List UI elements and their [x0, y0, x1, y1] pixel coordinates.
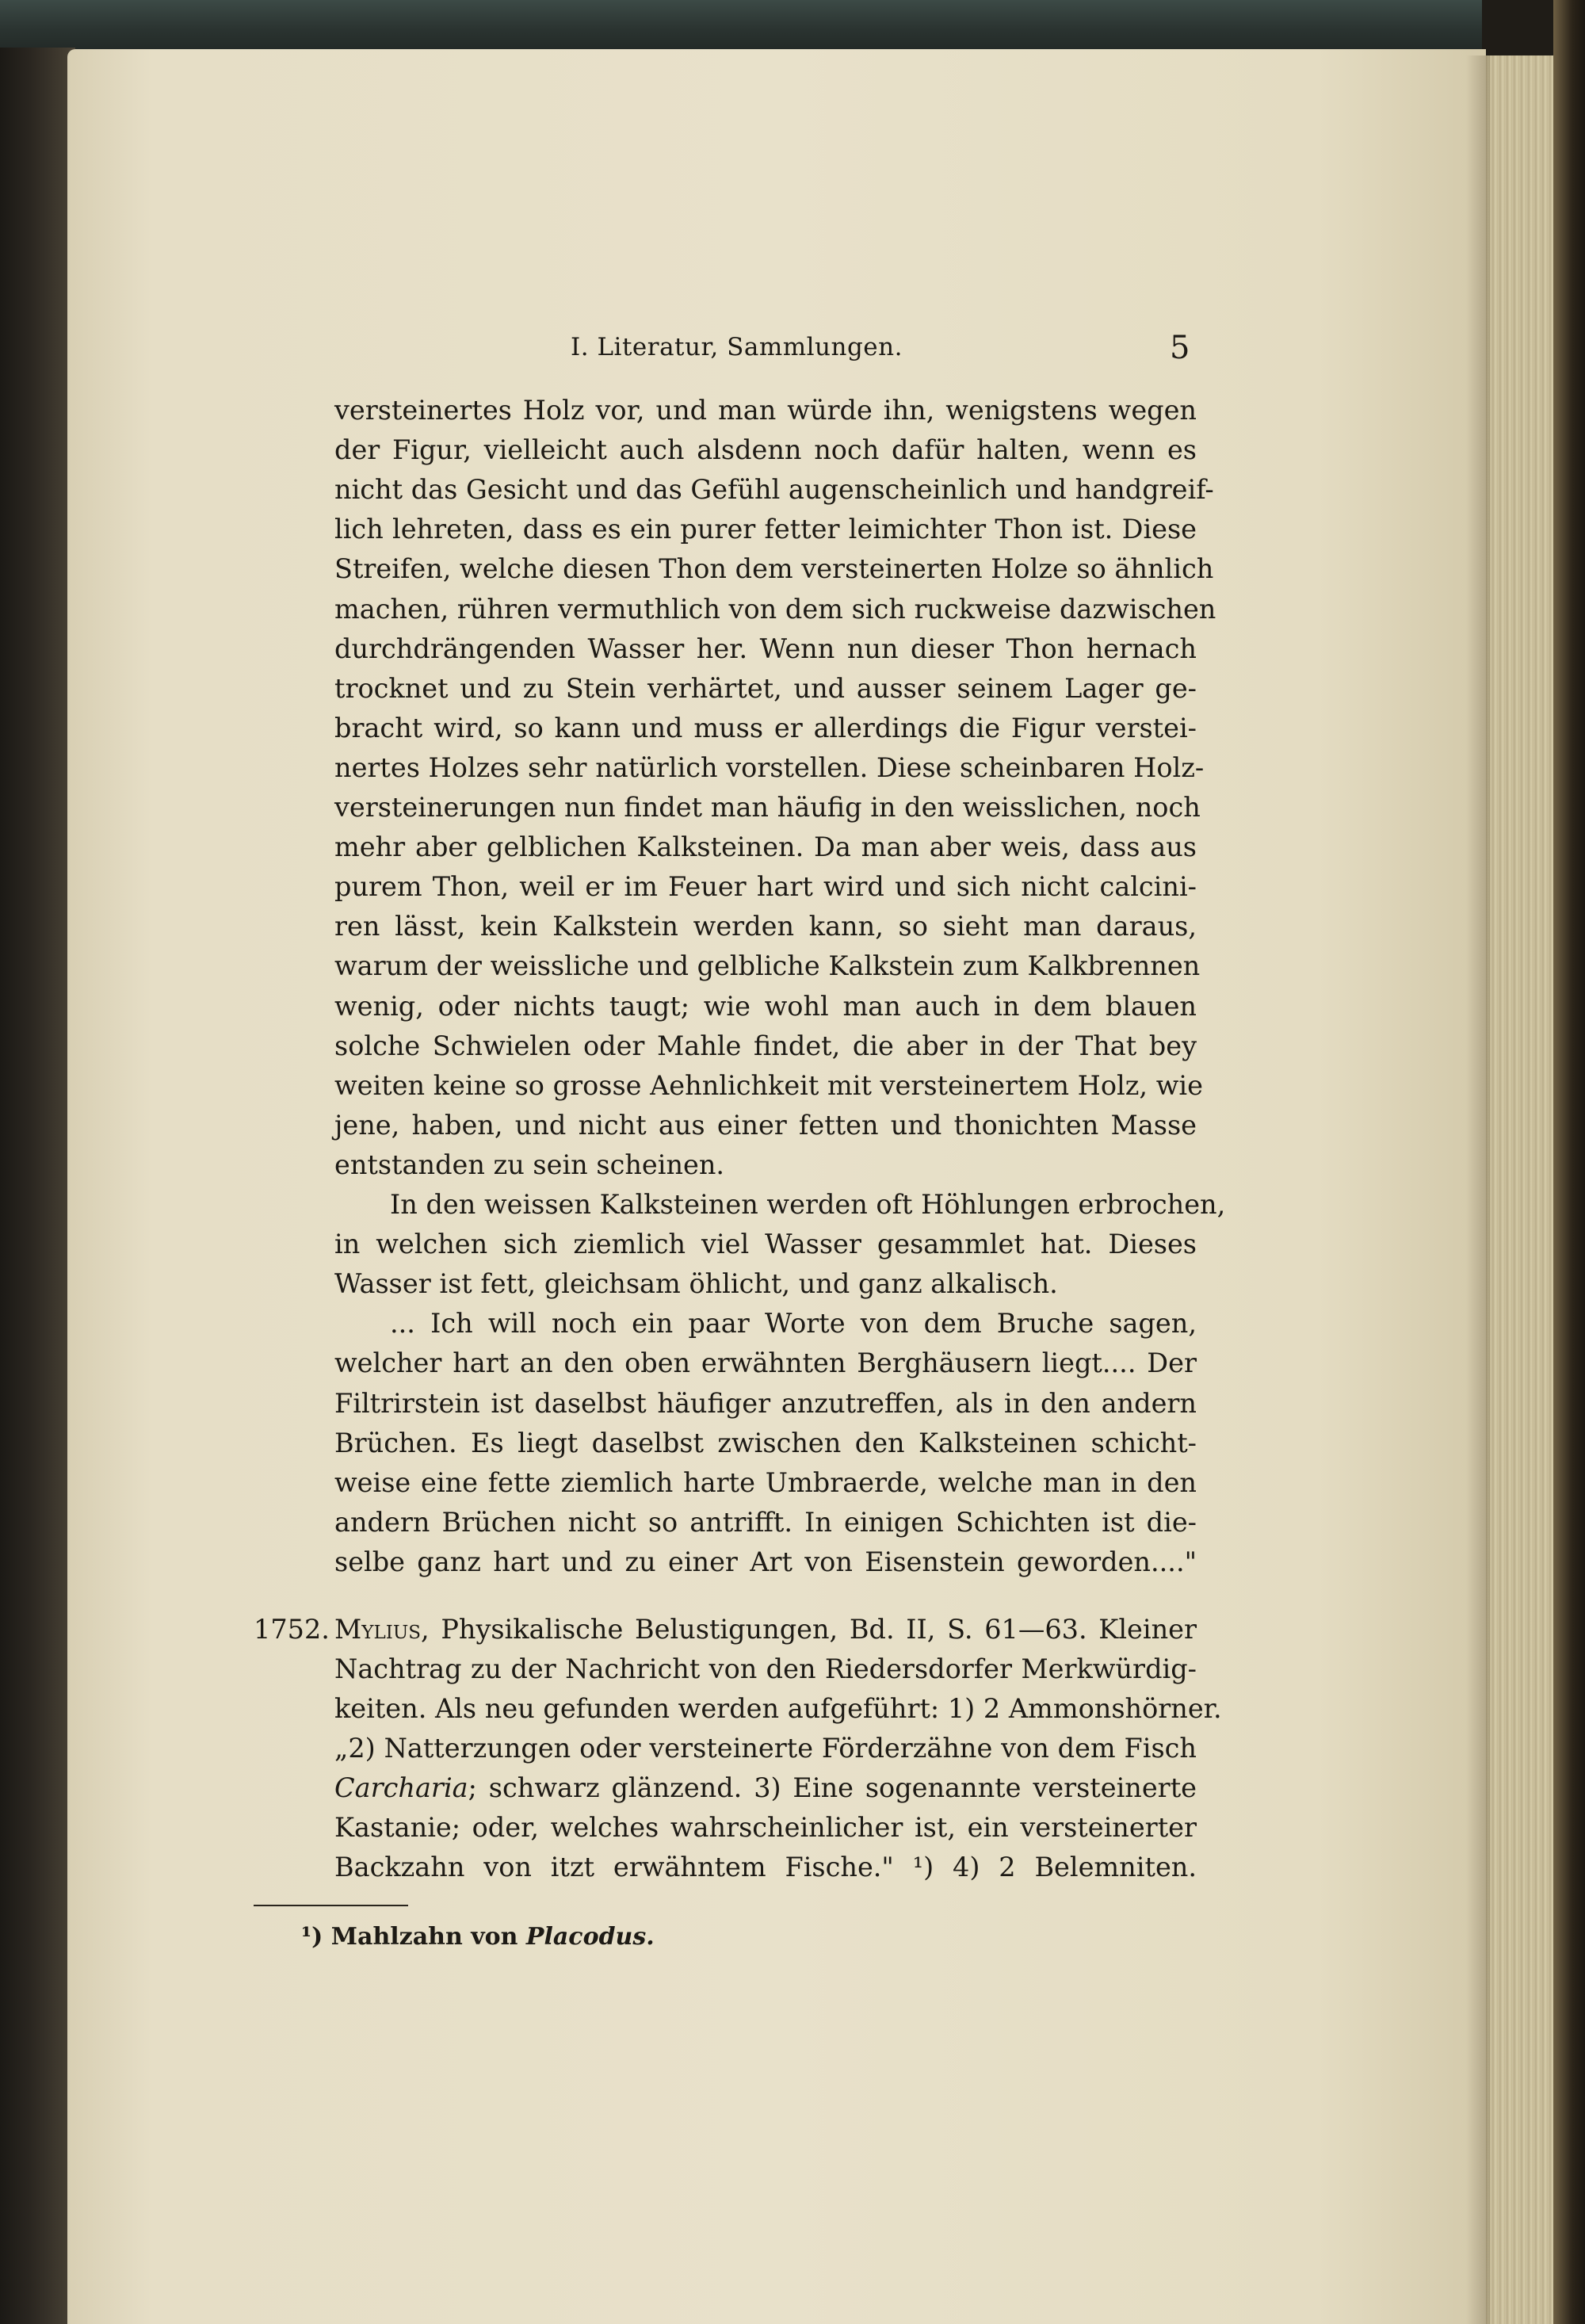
body-line: purem Thon, weil er im Feuer hart wird und sich nicht calcini-	[334, 871, 1197, 903]
body-line: ren lässt, kein Kalkstein werden kann, so sieht man daraus,	[334, 911, 1197, 942]
body-line: trocknet und zu Stein verhärtet, und ausser seinem Lager ge-	[334, 672, 1197, 704]
body-line: solche Schwielen oder Mahle findet, die aber in der That bey	[334, 1030, 1197, 1061]
body-line: welcher hart an den oben erwähnten Berghäusern liegt.... Der	[334, 1347, 1197, 1379]
body-line: weiten keine so grosse Aehnlichkeit mit versteinertem Holz, wie	[334, 1069, 1203, 1101]
body-line: warum der weissliche und gelbliche Kalkstein zum Kalkbrennen	[334, 950, 1201, 982]
entry-author: Mylius	[334, 1614, 421, 1645]
book-cover-right-edge	[1553, 0, 1585, 2324]
entry-line-5	[334, 1772, 1197, 1805]
footnote-text: Mahlzahn von	[330, 1923, 518, 1951]
entry-line-7: Backzahn von itzt erwähntem Fische." ¹) 4) 2 Belemniten.	[334, 1852, 1197, 1883]
body-line: wenig, oder nichts taugt; wie wohl man auch in dem blauen	[334, 990, 1197, 1022]
entry-line-5-rest: ; schwarz glänzend. 3) Eine sogenannte versteinerte	[468, 1772, 1197, 1803]
body-line: In den weissen Kalksteinen werden oft Höhlungen erbrochen,	[390, 1189, 1226, 1220]
page-edge-shadow	[1466, 55, 1490, 2324]
entry-line-3: keiten. Als neu gefunden werden aufgeführt: 1) 2 Ammonshörner.	[334, 1693, 1222, 1724]
body-line: jene, haben, und nicht aus einer fetten und thonichten Masse	[334, 1109, 1197, 1141]
body-line: Brüchen. Es liegt daselbst zwischen den Kalksteinen schicht-	[334, 1427, 1197, 1458]
entry-line-6: Kastanie; oder, welches wahrscheinlicher ist, ein versteinerter	[334, 1812, 1197, 1843]
body-line: andern Brüchen nicht so antrifft. In einigen Schichten ist die-	[334, 1506, 1197, 1538]
footnote-genus: Placodus.	[525, 1923, 655, 1951]
body-line: der Figur, vielleicht auch alsdenn noch dafür halten, wenn es	[334, 434, 1197, 466]
body-line: nertes Holzes sehr natürlich vorstellen. Diese scheinbaren Holz-	[334, 751, 1205, 783]
body-line: bracht wird, so kann und muss er allerdings die Figur verstei-	[334, 712, 1197, 743]
footnote	[301, 1921, 655, 1953]
entry-line-1-rest: , Physikalische Belustigungen, Bd. II, S. 61—63. Kleiner	[420, 1614, 1197, 1645]
book-binding-left	[0, 48, 75, 2324]
body-line: mehr aber gelblichen Kalksteinen. Da man aber weis, dass aus	[334, 831, 1197, 863]
body-line: ... Ich will noch ein paar Worte von dem Bruche sagen,	[390, 1308, 1197, 1340]
body-line: machen, rühren vermuthlich von dem sich ruckweise dazwischen	[334, 593, 1216, 625]
body-line: Streifen, welche diesen Thon dem versteinerten Holze so ähnlich	[334, 553, 1214, 585]
body-line: lich lehreten, dass es ein purer fetter leimichter Thon ist. Diese	[334, 514, 1197, 545]
body-line: versteinertes Holz vor, und man würde ihn, wenigstens wegen	[334, 395, 1197, 426]
body-line: weise eine fette ziemlich harte Umbraerde, welche man in den	[334, 1466, 1197, 1498]
entry-year: 1752.	[254, 1614, 330, 1645]
body-line: durchdrängenden Wasser her. Wenn nun dieser Thon hernach	[334, 633, 1197, 664]
body-line: Filtrirstein ist daselbst häufiger anzutreffen, als in den andern	[334, 1387, 1197, 1419]
body-line: entstanden zu sein scheinen.	[334, 1149, 725, 1180]
body-line: nicht das Gesicht und das Gefühl augenscheinlich und handgreif-	[334, 474, 1214, 506]
entry-line-2: Nachtrag zu der Nachricht von den Riedersdorfer Merkwürdig-	[334, 1653, 1197, 1684]
body-line: versteinerungen nun findet man häufig in den weisslichen, noch	[334, 792, 1201, 823]
running-head: I. Literatur, Sammlungen.	[571, 333, 903, 361]
footnote-marker: ¹)	[301, 1923, 323, 1951]
page-number: 5	[1170, 330, 1190, 366]
book-page	[67, 49, 1486, 2324]
body-line: in welchen sich ziemlich viel Wasser gesammlet hat. Dieses	[334, 1229, 1197, 1260]
body-line: Wasser ist fett, gleichsam öhlicht, und ganz alkalisch.	[334, 1268, 1058, 1300]
footnote-rule	[254, 1905, 408, 1906]
body-line: selbe ganz hart und zu einer Art von Eisenstein geworden...."	[334, 1546, 1197, 1577]
entry-line-4: „2) Natterzungen oder versteinerte Förderzähne von dem Fisch	[334, 1733, 1197, 1764]
entry-genus-name: Carcharia	[334, 1772, 468, 1803]
entry-line-1	[334, 1613, 1197, 1646]
